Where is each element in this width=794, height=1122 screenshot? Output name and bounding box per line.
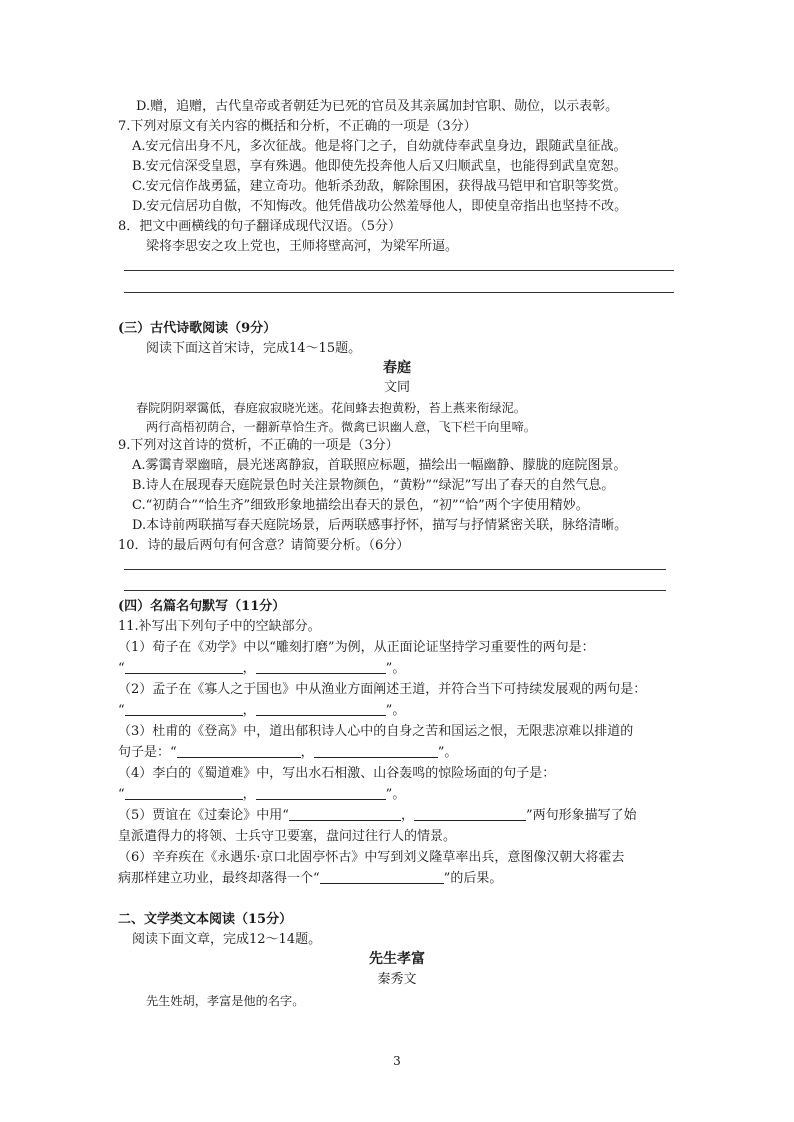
- answer-line: [124, 590, 666, 591]
- poem-line: 两行高梧初荫合，一翻新草恰生齐。微禽已识幽人意，飞下栏干向里啼。: [146, 420, 536, 434]
- fill-blank: [414, 807, 526, 821]
- dictation-item-5: （5）贾谊在《过秦论》中用“ ， ”两句形象描写了始: [118, 808, 637, 823]
- dictation-blanks-1: “ ， ”。: [118, 661, 406, 676]
- q6-option-d: D.赠，追赠，古代皇帝或者朝廷为已死的官员及其亲属加封官职、勋位，以示表彰。: [136, 99, 619, 114]
- section-heading: (四）名篇名句默写（11分）: [118, 599, 286, 614]
- answer-line: [124, 270, 674, 271]
- q9-option-c: C.“初荫合”“恰生齐”细致形象地描绘出春天的景色，“初”“恰”两个字使用精妙。: [132, 498, 589, 513]
- dictation-item-3: （3）杜甫的《登高》中，道出郁积诗人心中的自身之苦和国运之恨，无限悲凉难以排道的: [118, 724, 634, 739]
- article-first-line: 先生姓胡，孝富是他的名字。: [146, 994, 305, 1008]
- dictation-blanks-4: “ ， ”。: [118, 787, 406, 802]
- fill-blank: [125, 786, 243, 800]
- dictation-item-1: （1）荀子在《劝学》中以“雕刻打磨”为例，从正面论证坚持学习重要性的两句是：: [118, 640, 595, 655]
- fill-blank: [125, 702, 243, 716]
- q7-option-a: A.安元信出身不凡，多次征战。他是将门之子，自幼就侍奉武皇身边，跟随武皇征战。: [132, 139, 627, 154]
- q7-option-d: D.安元信居功自傲，不知悔改。他凭借战功公然羞辱他人，即使皇帝指出也坚持不改。: [132, 199, 628, 214]
- poem-title: 春庭: [383, 360, 411, 376]
- dictation-blanks-3: 句子是：“ ， ”。: [118, 745, 458, 760]
- q7-option-c: C.安元信作战勇猛，建立奇功。他斩杀劲敌，解除围困，获得战马铠甲和官职等奖赏。: [132, 179, 627, 194]
- q9-option-d: D.本诗前两联描写春天庭院场景，后两联感事抒怀，描写与抒情紧密关联，脉络清晰。: [132, 518, 628, 533]
- dictation-item-2: （2）孟子在《寡人之于国也》中从渔业方面阐述王道，并符合当下可持续发展观的两句是：: [118, 682, 647, 697]
- fill-blank: [256, 786, 386, 800]
- fill-blank: [289, 807, 401, 821]
- article-title: 先生孝富: [369, 951, 425, 967]
- q9-stem: 9.下列对这首诗的赏析，不正确的一项是（3分）: [118, 438, 399, 453]
- dictation-item-5-cont: 皇派遣得力的将领、士兵守卫要塞，盘问过往行人的情景。: [118, 829, 457, 844]
- fill-blank: [256, 660, 386, 674]
- q9-option-b: B.诗人在展现春天庭院景色时关注景物颜色，“黄粉”“绿泥”写出了春天的自然气息。: [132, 478, 615, 493]
- page-number: 3: [393, 1054, 401, 1068]
- q10-stem: 10．诗的最后两句有何含意？请简要分析。（6分）: [118, 538, 410, 553]
- poem-author: 文同: [383, 380, 410, 395]
- section-heading: (三）古代诗歌阅读（9分）: [118, 321, 277, 336]
- section-heading: 二、文学类文本阅读（15分）: [118, 912, 293, 927]
- dictation-item-6: （6）辛弃疾在《永遇乐·京口北固亭怀古》中写到刘义隆草率出兵，意图像汉朝大将霍去: [118, 850, 625, 865]
- q8-stem: 8．把文中画横线的句子翻译成现代汉语。（5分）: [118, 219, 402, 234]
- fill-blank: [177, 744, 301, 758]
- q7-option-b: B.安元信深受皇恩，享有殊遇。他即使先投奔他人后又归顺武皇，也能得到武皇宽恕。: [132, 159, 627, 174]
- article-author: 秦秀文: [377, 972, 417, 987]
- answer-line: [124, 569, 666, 570]
- fill-blank: [314, 744, 438, 758]
- dictation-item-4: （4）李白的《蜀道难》中，写出水石相激、山谷轰鸣的惊险场面的句子是：: [118, 766, 556, 781]
- q11-stem: 11.补写出下列句子中的空缺部分。: [118, 619, 321, 634]
- fill-blank: [125, 660, 243, 674]
- q9-option-a: A.雾霭青翠幽暗，晨光迷离静寂，首联照应标题，描绘出一幅幽静、朦胧的庭院图景。: [132, 458, 627, 473]
- section-intro: 阅读下面这首宋诗，完成14～15题。: [146, 341, 362, 356]
- fill-blank: [320, 870, 444, 884]
- dictation-blanks-2: “ ， ”。: [118, 703, 406, 718]
- dictation-item-6-cont: 病那样建立功业，最终却落得一个“ ”的后果。: [118, 871, 503, 886]
- section-intro: 阅读下面文章，完成12～14题。: [132, 932, 322, 947]
- q8-sentence: 梁将李思安之攻上党也，王师将壁高河，为梁军所逼。: [146, 239, 459, 254]
- poem-line: 春院阴阴翠霭低，春庭寂寂晓光迷。花间蜂去抱黄粉，苔上燕来衔绿泥。: [136, 401, 526, 415]
- fill-blank: [256, 702, 386, 716]
- answer-line: [124, 292, 674, 293]
- q7-stem: 7.下列对原文有关内容的概括和分析，不正确的一项是（3分）: [118, 119, 477, 134]
